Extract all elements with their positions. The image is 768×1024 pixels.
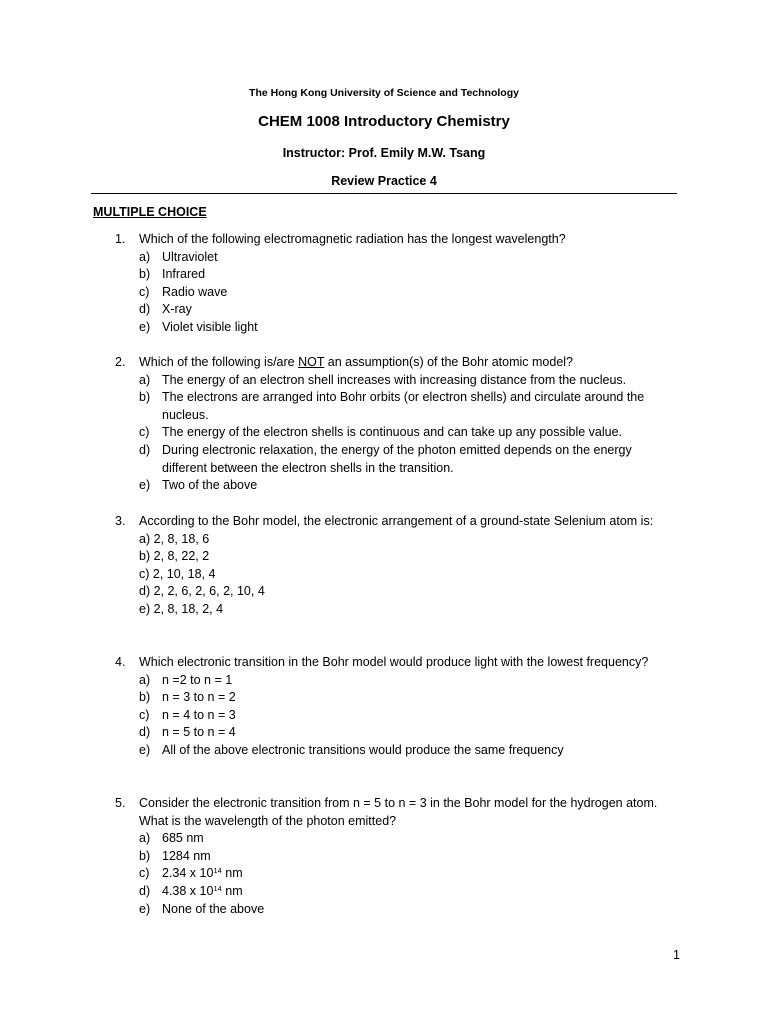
option-letter: a) <box>139 831 151 846</box>
option-d <box>139 301 675 319</box>
option-base: 4.38 x 10 <box>162 883 214 898</box>
option-c: c) 2, 10, 18, 4 <box>139 566 216 581</box>
option-e <box>139 319 675 337</box>
course-title: CHEM 1008 Introductory Chemistry <box>258 113 510 130</box>
option-letter: d) <box>139 302 151 317</box>
question-text: According to the Bohr model, the electronic arrangement of a ground-state Selenium atom is: <box>139 514 654 528</box>
option-letter: d) <box>139 442 151 457</box>
header-divider <box>91 193 677 194</box>
option-text <box>162 865 675 883</box>
question-3 <box>115 513 675 619</box>
question-1 <box>115 231 675 337</box>
option-text: All of the above electronic transitions would produce the same frequency <box>162 742 564 757</box>
question-text <box>139 354 675 372</box>
option-letter: c) <box>139 284 150 299</box>
question-number: 5. <box>115 796 126 810</box>
option-letter: b) <box>139 690 151 705</box>
option-text: Radio wave <box>162 284 228 299</box>
practice-title: Review Practice 4 <box>331 174 437 188</box>
option-letter: a) <box>139 372 151 387</box>
option-exponent: 14 <box>213 883 222 893</box>
question-number: 4. <box>115 655 126 669</box>
option-text: n =2 to n = 1 <box>162 672 233 687</box>
question-text: Which of the following electromagnetic radiation has the longest wavelength? <box>139 232 566 246</box>
option-e <box>139 477 675 495</box>
option-text: The energy of the electron shells is continuous and can take up any possible value. <box>162 425 623 440</box>
option-text <box>162 883 675 901</box>
option-letter: d) <box>139 883 151 898</box>
option-a <box>139 249 675 267</box>
option-e <box>139 901 675 919</box>
question-text-part: Which of the following is/are <box>139 355 299 369</box>
option-letter: e) <box>139 478 151 493</box>
question-2 <box>115 354 675 495</box>
option-text: X-ray <box>162 302 192 317</box>
option-exponent: 14 <box>213 866 222 876</box>
option-e: e) 2, 8, 18, 2, 4 <box>139 601 224 616</box>
option-a <box>139 372 675 390</box>
option-d <box>139 442 675 477</box>
option-text: Two of the above <box>162 478 258 493</box>
question-text-part: an assumption(s) of the Bohr atomic model? <box>324 355 574 369</box>
option-letter: e) <box>139 901 151 916</box>
option-e <box>139 742 675 760</box>
option-a: a) 2, 8, 18, 6 <box>139 531 210 546</box>
option-letter: a) <box>139 672 151 687</box>
option-c <box>139 424 675 442</box>
option-letter: a) <box>139 249 151 264</box>
option-text: None of the above <box>162 901 265 916</box>
instructor-line: Instructor: Prof. Emily M.W. Tsang <box>282 146 486 160</box>
option-d <box>139 883 675 901</box>
option-letter: c) <box>139 707 150 722</box>
question-5 <box>115 795 675 918</box>
option-b <box>139 389 675 424</box>
option-a <box>139 830 675 848</box>
option-text: 685 nm <box>162 831 204 846</box>
question-number: 2. <box>115 355 126 369</box>
question-text: Which electronic transition in the Bohr model would produce light with the lowest frequency? <box>139 655 649 669</box>
question-number: 1. <box>115 232 126 246</box>
option-c <box>139 707 675 725</box>
option-d <box>139 724 675 742</box>
option-text: 1284 nm <box>162 848 211 863</box>
emphasis-not: NOT <box>298 355 325 369</box>
university-name: The Hong Kong University of Science and Technology <box>249 87 519 99</box>
option-letter: c) <box>139 866 150 881</box>
option-c <box>139 865 675 883</box>
option-text: Violet visible light <box>162 319 258 334</box>
option-b <box>139 848 675 866</box>
option-text: During electronic relaxation, the energy of the photon emitted depends on the energy different between the electron shells in the transition. <box>162 442 632 475</box>
section-title: MULTIPLE CHOICE <box>93 205 207 219</box>
question-4 <box>115 654 675 760</box>
option-b <box>139 689 675 707</box>
option-letter: b) <box>139 267 151 282</box>
option-letter: e) <box>139 742 151 757</box>
option-unit: nm <box>221 883 243 898</box>
option-a <box>139 672 675 690</box>
option-text: The electrons are arranged into Bohr orbits (or electron shells) and circulate around the nucleus. <box>162 390 645 422</box>
option-b <box>139 266 675 284</box>
option-b: b) 2, 8, 22, 2 <box>139 549 210 564</box>
option-letter: e) <box>139 319 151 334</box>
option-c <box>139 284 675 302</box>
question-number: 3. <box>115 514 126 528</box>
page-number: 1 <box>673 948 680 962</box>
option-letter: b) <box>139 848 151 863</box>
question-text: Consider the electronic transition from n = 5 to n = 3 in the Bohr model for the hydrogen atom. What is the wavelength of the photon emitted? <box>139 796 658 828</box>
option-text: Ultraviolet <box>162 249 218 264</box>
option-text: n = 4 to n = 3 <box>162 707 236 722</box>
option-text: n = 5 to n = 4 <box>162 725 236 740</box>
option-letter: c) <box>139 425 150 440</box>
option-letter: b) <box>139 390 151 405</box>
option-text: Infrared <box>162 267 206 282</box>
option-text: n = 3 to n = 2 <box>162 690 236 705</box>
option-d: d) 2, 2, 6, 2, 6, 2, 10, 4 <box>139 584 265 599</box>
option-letter: d) <box>139 725 151 740</box>
option-text: The energy of an electron shell increases with increasing distance from the nucleus. <box>162 372 627 387</box>
option-base: 2.34 x 10 <box>162 866 214 881</box>
option-unit: nm <box>221 866 243 881</box>
